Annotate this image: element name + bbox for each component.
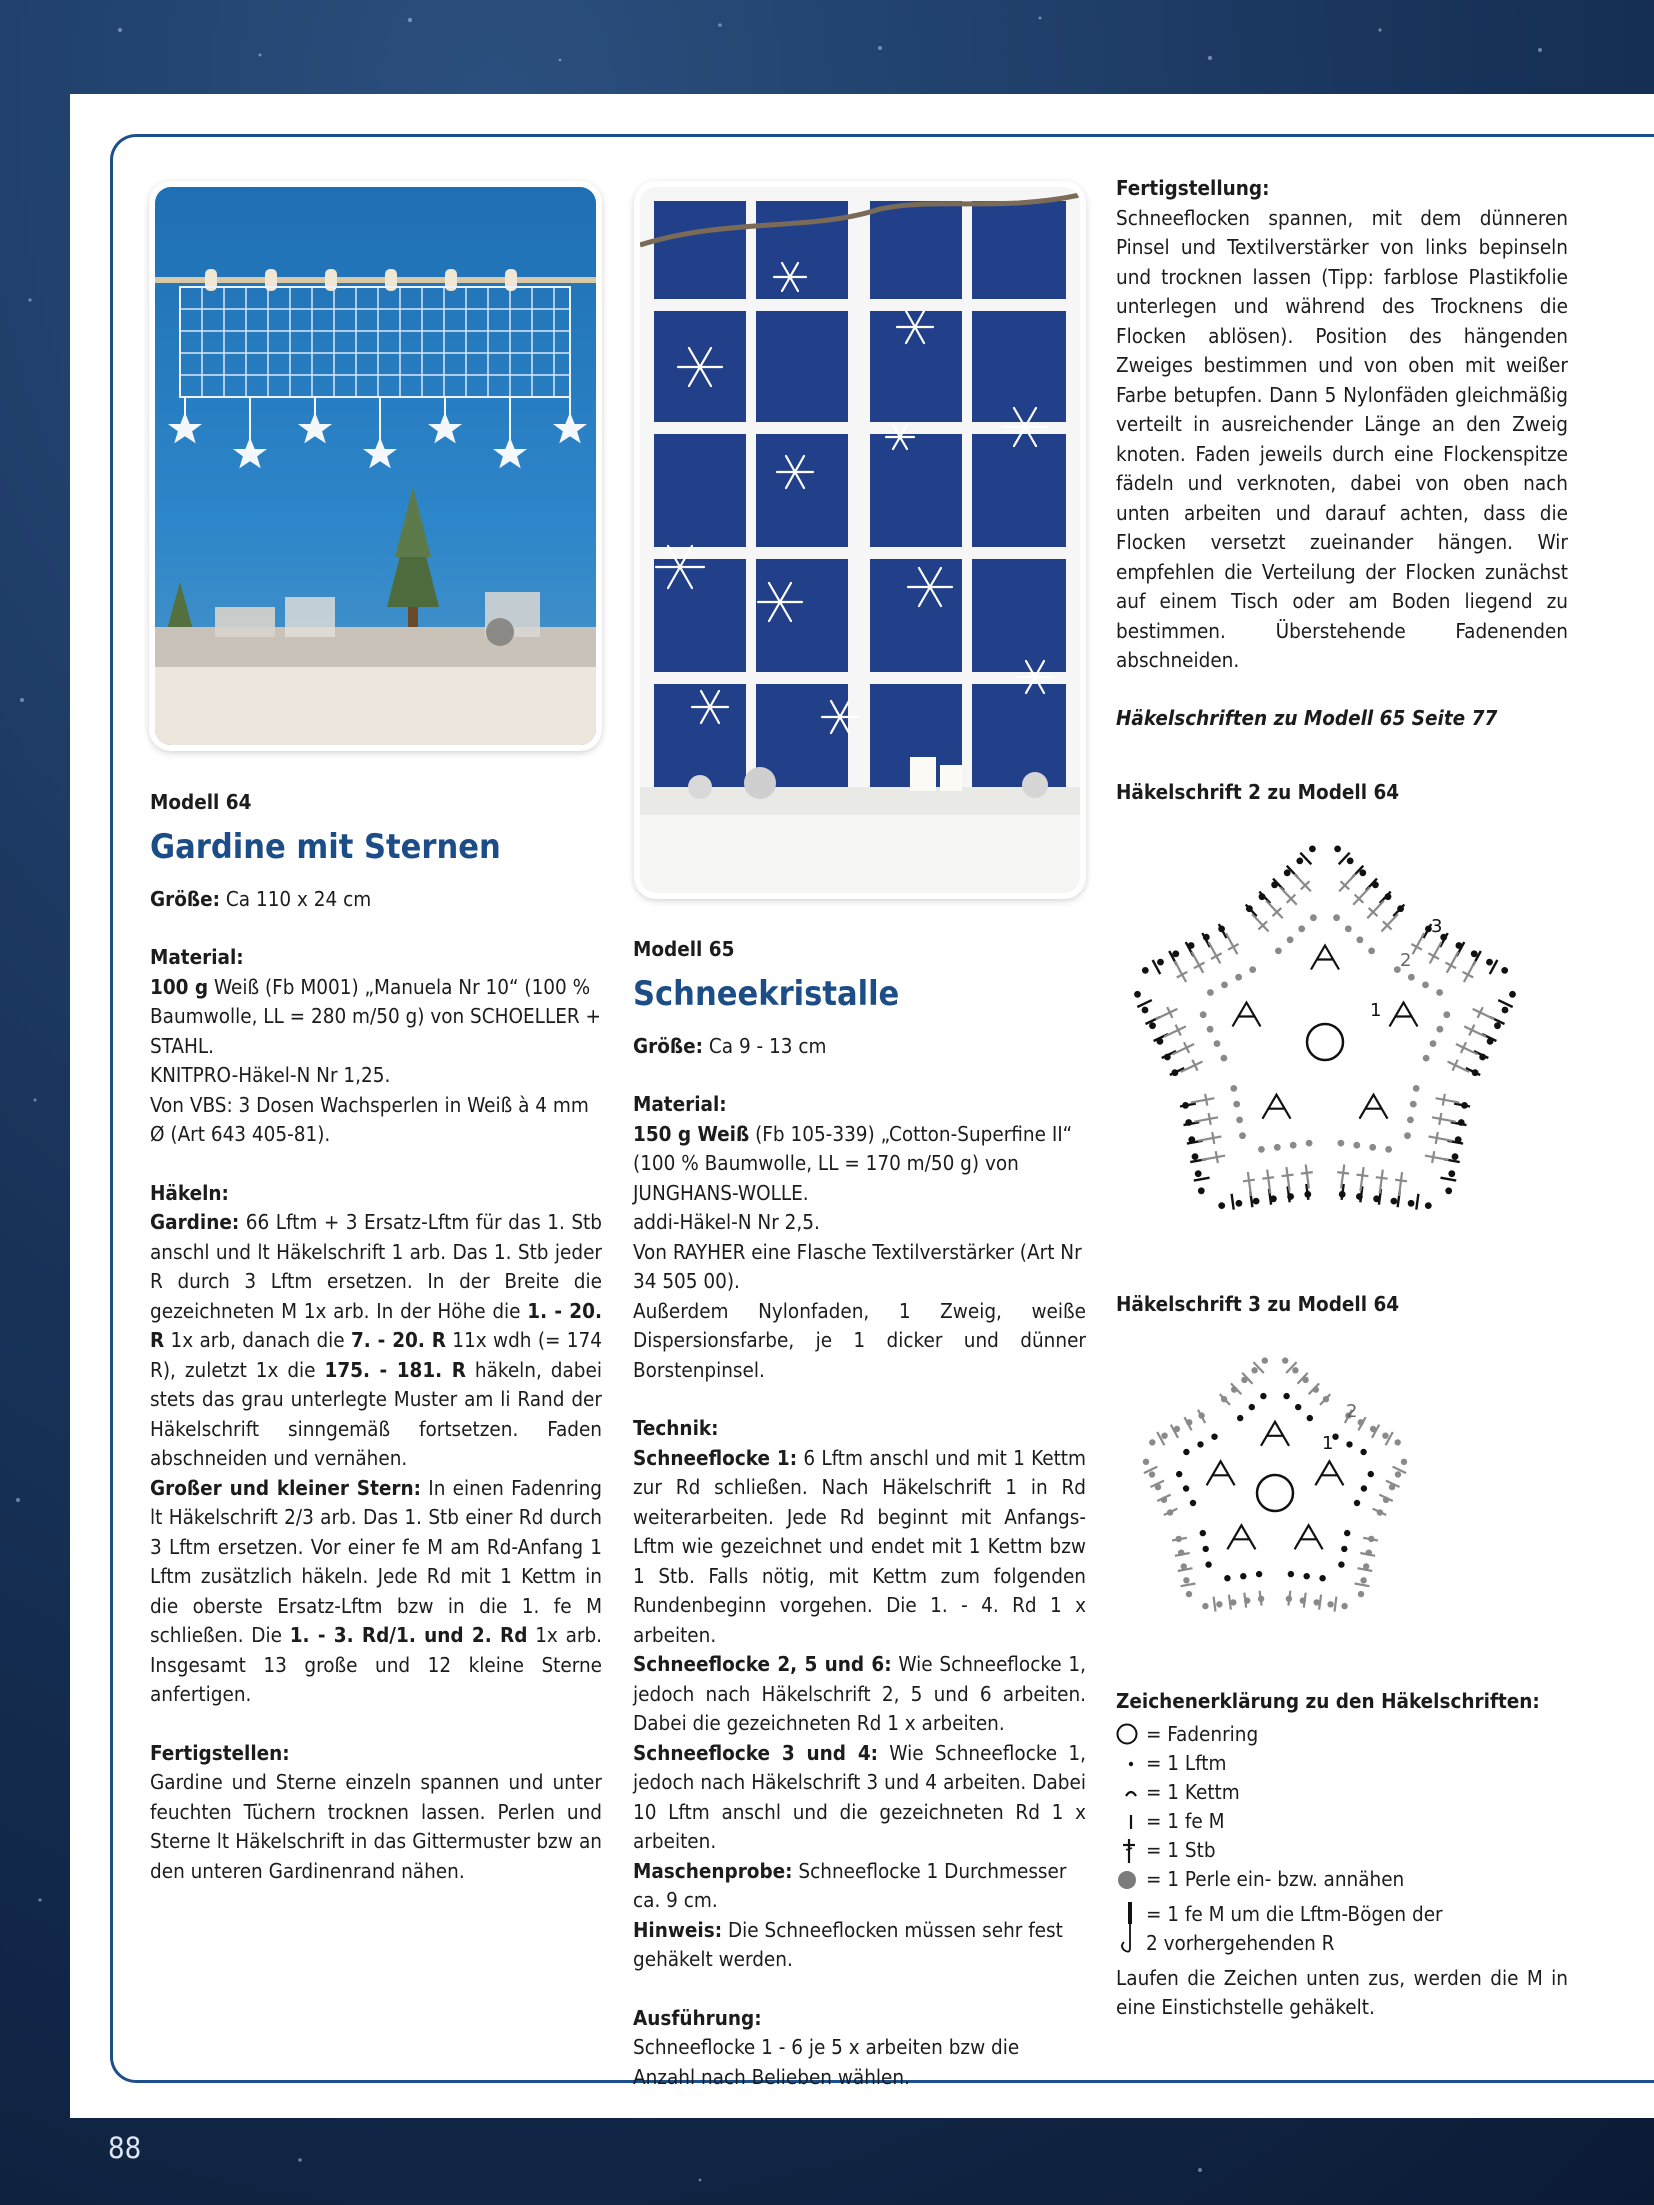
long-stitch-icon: [1116, 1900, 1142, 1958]
chain-stitch-mark: [1502, 1007, 1509, 1014]
stitch-crossbar-mark: [1357, 1175, 1369, 1177]
chain-stitch-mark: [1202, 1603, 1208, 1609]
curtain-photo: [155, 187, 596, 745]
chain-stitch-mark: [1310, 914, 1317, 921]
double-crochet-mark: [1226, 933, 1238, 954]
stitch-mark: [1360, 1553, 1375, 1556]
model-65-gauge: Maschenprobe: Schneeflocke 1 Durchmesser ca. 9 cm.: [633, 1858, 1067, 1912]
chain-stitch-mark: [1235, 974, 1242, 981]
chain-stitch-mark: [1391, 1198, 1398, 1205]
legend-row-double: = 1 Stb: [1116, 1836, 1568, 1865]
chain-stitch-mark: [1283, 1393, 1289, 1399]
chain-stitch-mark: [1368, 1471, 1374, 1477]
ring-icon: [1116, 1720, 1142, 1749]
model-65-execution-heading: Ausführung:: [633, 2005, 762, 2030]
legend-heading: Zeichenerklärung zu den Häkelschriften:: [1116, 1689, 1540, 1713]
legend-row-bead: = 1 Perle ein- bzw. annähen: [1116, 1865, 1568, 1894]
chain-stitch-mark: [1385, 1146, 1392, 1153]
double-crochet-mark: [1181, 1062, 1203, 1072]
chart-3-round-label-2: 2: [1346, 1401, 1358, 1422]
chain-stitch-mark: [1262, 1357, 1268, 1363]
finishing-heading: Fertigstellung:: [1116, 176, 1270, 200]
model-64-finish-heading: Fertigstellen:: [150, 1740, 290, 1765]
chain-stitch-mark: [1319, 1575, 1325, 1581]
center-cluster-mark: [1261, 1422, 1289, 1446]
stitch-crossbar-mark: [1216, 1151, 1218, 1163]
chain-stitch-mark: [1347, 858, 1354, 865]
magic-ring-symbol: [1257, 1475, 1293, 1511]
model-65-flake-3-4: Schneeflocke 3 und 4: Wie Schneeflocke 1, jedoch nach Häkelschrift 3 und 4 arbeiten. Dabei 10 Lftm anschl und die gezeichneten Rd 1 x arbeiten.: [633, 1740, 1086, 1853]
chain-stitch-mark: [1218, 1202, 1225, 1209]
chain-stitch-mark: [1197, 1441, 1203, 1447]
chain-stitch-mark: [1353, 1142, 1360, 1149]
chain-stitch-mark: [1249, 966, 1256, 973]
stitch-mark: [1355, 1584, 1370, 1587]
chain-stitch-mark: [1205, 1561, 1211, 1567]
legend-note: Laufen die Zeichen unten zus, werden die M in eine Einstichstelle gehäkelt.: [1116, 1965, 1568, 2019]
chain-stitch-mark: [1395, 1471, 1401, 1477]
chain-stitch-mark: [1149, 1471, 1155, 1477]
center-cluster-mark: [1207, 1461, 1235, 1485]
chain-stitch-mark: [1292, 1367, 1298, 1373]
double-crochet-mark: [1430, 942, 1442, 963]
chain-stitch-mark: [1408, 974, 1415, 981]
stitch-mark: [1175, 1553, 1190, 1556]
model-65-hook: addi-Häkel-N Nr 2,5.: [633, 1210, 820, 1234]
chart-2-round-label-1: 1: [1370, 1000, 1382, 1021]
chain-stitch-mark: [1360, 1577, 1366, 1583]
double-crochet-mark: [1425, 1156, 1449, 1160]
finishing-section: [1116, 174, 1568, 733]
chain-stitch-mark: [1358, 1591, 1364, 1597]
chain-stitch-mark: [1338, 1140, 1345, 1147]
stitch-mark: [1181, 1584, 1196, 1587]
chain-stitch-mark: [1327, 1601, 1333, 1607]
double-crochet-mark: [1413, 933, 1425, 954]
chain-stitch-mark: [1357, 936, 1364, 943]
chain-stitch-mark: [1404, 1132, 1411, 1139]
chain-stitch-mark: [1236, 1200, 1243, 1207]
chain-stitch-mark: [1407, 1117, 1414, 1124]
double-crochet-mark: [1432, 1117, 1456, 1121]
stitch-crossbar-mark: [1436, 1132, 1438, 1144]
stitch-crossbar-mark: [1243, 1180, 1255, 1182]
chain-stitch-mark: [1333, 914, 1340, 921]
chain-stitch-mark: [1183, 1577, 1189, 1583]
chain-stitch-mark: [1307, 1415, 1313, 1421]
chain-stitch-mark: [1395, 1439, 1401, 1445]
stitch-crossbar-mark: [1443, 1094, 1445, 1106]
double-crochet-mark: [1473, 1009, 1495, 1019]
center-cluster-mark: [1233, 1003, 1261, 1027]
chart-3-round-label-1: 1: [1322, 1433, 1334, 1454]
double-crochet-mark: [1380, 1170, 1383, 1194]
chain-stitch-mark: [1360, 1449, 1366, 1455]
chain-stitch-mark: [1425, 1202, 1432, 1209]
chain-stitch-mark: [1149, 1439, 1155, 1445]
model-64-column: [150, 788, 602, 1886]
chain-stitch-mark: [1436, 989, 1443, 996]
single-crochet-icon: [1116, 1807, 1142, 1836]
model-65-material: 150 g Weiß (Fb 105-339) „Cotton-Superfine II“ (100 % Baumwolle, LL = 170 m/50 g) von JUNGHANS-WOLLE.: [633, 1121, 1073, 1205]
double-crochet-mark: [1192, 952, 1204, 973]
chain-stitch-mark: [1233, 1101, 1240, 1108]
stitch-mark: [1229, 1595, 1231, 1610]
model-65-stiffener: Von RAYHER eine Flasche Textilverstärker (Art Nr 34 505 00).: [633, 1239, 1082, 1293]
chain-stitch-mark: [1161, 1433, 1167, 1439]
chain-stitch-mark: [1443, 1011, 1450, 1018]
stitch-mark: [1358, 1568, 1373, 1571]
model-65-extras: Außerdem Nylonfaden, 1 Zweig, weiße Dispersionsfarbe, je 1 dicker und dünner Borstenpinsel.: [633, 1298, 1086, 1382]
chain-stitch-mark: [1190, 1500, 1196, 1506]
chain-stitch-mark: [1295, 1404, 1301, 1410]
chain-stitch-mark: [1452, 1153, 1459, 1160]
chart-3-title: Häkelschrift 3 zu Modell 64: [1116, 1292, 1400, 1316]
chain-stitch-mark: [1149, 1022, 1156, 1029]
stitch-crossbar-mark: [1376, 1177, 1388, 1179]
double-crochet-mark: [1464, 1026, 1486, 1036]
stitch-mark: [1363, 1538, 1378, 1541]
chain-stitch-mark: [1282, 1357, 1288, 1363]
stitch-crossbar-mark: [1282, 1175, 1294, 1177]
double-crochet-mark: [1191, 1098, 1215, 1102]
stitch-mark: [1498, 1000, 1513, 1007]
chain-stitch-mark: [1341, 1546, 1347, 1552]
chain-stitch-mark: [1494, 1022, 1501, 1029]
chain-stitch-mark: [1401, 1459, 1407, 1465]
double-crochet-mark: [1436, 1098, 1460, 1102]
chain-stitch-mark: [1423, 1055, 1430, 1062]
stitch-mark: [1178, 1568, 1193, 1571]
chain-stitch-mark: [1142, 1007, 1149, 1014]
chain-stitch-mark: [1186, 1591, 1192, 1597]
model-65-title: Schneekristalle: [633, 973, 900, 1014]
chain-stitch-mark: [1192, 1153, 1199, 1160]
stitch-mark: [1244, 1593, 1246, 1608]
chain-stitch-mark: [1408, 1200, 1415, 1207]
chain-stitch-mark: [1142, 967, 1149, 974]
center-cluster-mark: [1390, 1003, 1418, 1027]
stitch-crossbar-mark: [1205, 1094, 1207, 1106]
chain-stitch-mark: [1207, 989, 1214, 996]
chain-stitch-mark: [1236, 1117, 1243, 1124]
stitch-mark: [1172, 1538, 1187, 1541]
chain-stitch-mark: [1224, 1575, 1230, 1581]
chain-stitch-mark: [1345, 925, 1352, 932]
chain-stitch-mark: [1298, 925, 1305, 932]
chain-stitch-mark: [1239, 1132, 1246, 1139]
chain-stitch-mark: [1296, 858, 1303, 865]
stitch-mark: [1288, 1591, 1290, 1606]
stitch-mark: [1194, 1178, 1210, 1181]
chain-stitch-mark: [1253, 1198, 1260, 1205]
double-crochet-mark: [1175, 961, 1186, 982]
model-65-execution-text: Schneeflocke 1 - 6 je 5 x arbeiten bzw die Anzahl nach Belieben wählen.: [633, 2035, 1020, 2089]
double-crochet-mark: [1447, 952, 1459, 973]
chain-stitch-mark: [1304, 1573, 1310, 1579]
model-64-beads: Von VBS: 3 Dosen Wachsperlen in Weiß à 4 mm Ø (Art 643 405-81).: [150, 1092, 589, 1146]
chain-stitch-mark: [1195, 1170, 1202, 1177]
double-crochet-mark: [1267, 1170, 1270, 1194]
stitch-mark: [1416, 1194, 1418, 1210]
chain-stitch-mark: [1251, 1367, 1257, 1373]
chain-stitch-mark: [1200, 1530, 1206, 1536]
stitch-crossbar-mark: [1432, 1151, 1434, 1163]
model-65-flake-2-5-6: Schneeflocke 2, 5 und 6: Wie Schneeflocke 1, jedoch nach Häkelschrift 2, 5 und 6 arbeiten. Dabei die gezeichneten Rd 1 x arbeiten.: [633, 1652, 1086, 1735]
chain-stitch-mark: [1309, 846, 1316, 853]
chain-stitch-mark: [1240, 1573, 1246, 1579]
chart-3-stitches: [1143, 1357, 1407, 1611]
double-crochet-mark: [1399, 1172, 1402, 1196]
crochet-chart-3: [1110, 1335, 1570, 1635]
chain-stitch-mark: [1134, 991, 1141, 998]
model-65-label: Modell 65: [633, 937, 735, 961]
stitch-crossbar-mark: [1262, 1177, 1274, 1179]
model-65-column: [633, 935, 1086, 2092]
chain-stitch-mark: [1230, 1085, 1237, 1092]
magic-ring-symbol: [1307, 1024, 1343, 1060]
center-cluster-mark: [1360, 1095, 1388, 1119]
chain-stitch-mark: [1275, 948, 1282, 955]
chain-stitch-mark: [1176, 1471, 1182, 1477]
model-64-title: Gardine mit Sternen: [150, 826, 501, 867]
chain-stitch-mark: [1200, 1011, 1207, 1018]
stitch-mark: [1137, 1000, 1152, 1007]
chart-2-round-label-3: 3: [1431, 916, 1443, 937]
chain-stitch-mark: [1445, 1187, 1452, 1194]
model-64-hook: KNITPRO-Häkel-N Nr 1,25.: [150, 1063, 391, 1087]
double-crochet-mark: [1198, 1136, 1222, 1140]
chain-stitch-mark: [1306, 1140, 1313, 1147]
center-cluster-mark: [1227, 1525, 1255, 1549]
double-crochet-mark: [1164, 1026, 1186, 1036]
stitch-mark: [1335, 1597, 1337, 1612]
chart-reference: Häkelschriften zu Modell 65 Seite 77: [1116, 705, 1498, 730]
chain-stitch-mark: [1448, 1170, 1455, 1177]
crochet-chart-2: [1110, 820, 1570, 1240]
stitch-mark: [1319, 1595, 1321, 1610]
model-64-size: Größe: Ca 110 x 24 cm: [150, 886, 372, 911]
center-cluster-mark: [1295, 1525, 1323, 1549]
legend: [1116, 1687, 1568, 2023]
stitch-mark: [1214, 1597, 1216, 1612]
chain-stitch-mark: [1237, 1415, 1243, 1421]
double-crochet-mark: [1194, 1117, 1218, 1121]
chain-stitch-mark: [1368, 948, 1375, 955]
stitch-crossbar-mark: [1337, 1172, 1349, 1174]
stitch-mark: [1180, 1104, 1196, 1107]
page-number: 88: [108, 2131, 142, 2165]
chain-stitch-mark: [1430, 1040, 1437, 1047]
chain-stitch-mark: [1410, 1101, 1417, 1108]
center-cluster-mark: [1311, 946, 1339, 970]
double-crochet-mark: [1173, 1044, 1195, 1054]
double-crochet-mark: [1464, 961, 1475, 982]
legend-row-ring: = Fadenring: [1116, 1720, 1568, 1749]
center-cluster-mark: [1315, 1461, 1343, 1485]
center-cluster-mark: [1263, 1095, 1291, 1119]
model-64-crochet-heading: Häkeln:: [150, 1180, 229, 1205]
chain-stitch-mark: [1258, 1146, 1265, 1153]
chain-stitch-mark: [1471, 950, 1478, 957]
chain-stitch-mark: [1214, 1040, 1221, 1047]
chart-2-stitches: [1134, 846, 1516, 1210]
chain-stitch-mark: [1256, 1571, 1262, 1577]
stitch-crossbar-mark: [1212, 1132, 1214, 1144]
model-65-flake-1: Schneeflocke 1: 6 Lftm anschl und mit 1 Kettm zur Rd schließen. Nach Häkelschrift 1 in Rd weiterarbeiten. Jede Rd beginnt mit Anfangs-Lftm wie gezeichnet und endet mit 1 Kettm bzw 1 Stb. Falls nötig, mit Kettm zum folgenden Rundenbeginn vorgehen. Die 1. - 4. Rd 1 x arbeiten.: [633, 1445, 1086, 1647]
chain-stitch-mark: [1183, 1485, 1189, 1491]
stitch-crossbar-mark: [1301, 1172, 1313, 1174]
chain-stitch-mark: [1437, 1026, 1444, 1033]
chain-stitch-mark: [1157, 959, 1164, 966]
chain-stitch-mark: [1341, 1603, 1347, 1609]
chain-stitch-mark: [1211, 1434, 1217, 1440]
legend-row-long: = 1 fe M um die Lftm-Bögen der 2 vorhergehenden R: [1116, 1900, 1568, 1958]
chain-stitch-mark: [1172, 950, 1179, 957]
chain-stitch-mark: [1287, 936, 1294, 943]
stitch-crossbar-mark: [1209, 1113, 1211, 1125]
model-65-size: Größe: Ca 9 - 13 cm: [633, 1033, 827, 1058]
legend-row-slip: = 1 Kettm: [1116, 1778, 1568, 1807]
chain-stitch-mark: [1501, 967, 1508, 974]
model-64-material: 100 g Weiß (Fb M001) „Manuela Nr 10“ (100 % Baumwolle, LL = 280 m/50 g) von SCHOELLER + STAHL.: [150, 974, 601, 1058]
chain-stitch-mark: [1221, 1055, 1228, 1062]
model-64-finish-text: Gardine und Sterne einzeln spannen und unter feuchten Tüchern trocknen lassen. Perlen und Sterne lt Häkelschrift in das Gittermuster bzw an den unteren Gardinenrand nähen.: [150, 1770, 602, 1883]
legend-row-single: = 1 fe M: [1116, 1807, 1568, 1836]
double-crochet-mark: [1456, 1044, 1478, 1054]
double-crochet-mark: [1248, 1172, 1251, 1196]
chain-stitch-mark: [1413, 1085, 1420, 1092]
stitch-mark: [1232, 1194, 1234, 1210]
model-64-material-heading: Material:: [150, 945, 244, 969]
double-crochet-mark: [1209, 942, 1221, 963]
chart-2-title: Häkelschrift 2 zu Modell 64: [1116, 780, 1400, 804]
stitch-mark: [1454, 1104, 1470, 1107]
double-crochet-mark: [1448, 1062, 1470, 1072]
chain-stitch-mark: [1207, 1026, 1214, 1033]
chain-stitch-mark: [1221, 982, 1228, 989]
chain-stitch-mark: [1216, 1601, 1222, 1607]
model-65-technique-heading: Technik:: [633, 1416, 719, 1440]
legend-row-chain: = 1 Lftm: [1116, 1749, 1568, 1778]
double-crochet-mark: [1202, 1156, 1226, 1160]
chain-stitch-mark: [1354, 1500, 1360, 1506]
model-64-label: Modell 64: [150, 790, 252, 814]
chain-stitch-mark: [1369, 1144, 1376, 1151]
finishing-text: Schneeflocken spannen, mit dem dünneren Pinsel und Textilverstärker von links bepinseln und trocknen lassen (Tipp: farblose Plastikfolie unterlegen und während des Trocknens die Flocken ablösen). Position des hängenden Zweiges bestimmen und von oben mit weißer Farbe betupfen. Dann 5 Nylonfäden gleichmäßig verteilt in ausreichender Länge an den Zweig knoten. Faden jeweils durch eine Flockenspitze fädeln und verknoten, dabei von oben nach unten arbeiten und darauf achten, dass die Flocken versetzt zueinander hängen. Wir empfehlen die Verteilung der Flocken zunächst auf einem Tisch oder am Boden liegend zu bestimmen. Überstehende Fadenenden abschneiden.: [1116, 205, 1568, 672]
chain-icon: [1116, 1749, 1142, 1778]
stitch-mark: [1441, 1178, 1457, 1181]
chain-stitch-mark: [1509, 991, 1516, 998]
chain-stitch-mark: [1260, 1393, 1266, 1399]
double-crochet-mark: [1156, 1009, 1178, 1019]
window-snowflakes-photo: [640, 187, 1080, 893]
double-crochet-mark: [1429, 1136, 1453, 1140]
stitch-crossbar-mark: [1395, 1180, 1407, 1182]
chain-stitch-mark: [1274, 1144, 1281, 1151]
chain-stitch-mark: [1361, 1485, 1367, 1491]
chain-stitch-mark: [1198, 1187, 1205, 1194]
chain-stitch-mark: [1290, 1142, 1297, 1149]
chain-stitch-mark: [1344, 1530, 1350, 1536]
chain-stitch-mark: [1143, 1459, 1149, 1465]
stitch-crossbar-mark: [1439, 1113, 1441, 1125]
chart-2-round-label-2: 2: [1400, 950, 1412, 971]
chain-stitch-mark: [1288, 1571, 1294, 1577]
stitch-mark: [1304, 1593, 1306, 1608]
slip-stitch-icon: [1116, 1778, 1142, 1807]
chain-stitch-mark: [1183, 1449, 1189, 1455]
stitch-mark: [1260, 1591, 1262, 1606]
model-65-material-heading: Material:: [633, 1092, 727, 1116]
chain-stitch-mark: [1203, 1546, 1209, 1552]
model-65-note: Hinweis: Die Schneeflocken müssen sehr fest gehäkelt werden.: [633, 1917, 1063, 1971]
double-crochet-icon: [1116, 1836, 1142, 1865]
chain-stitch-mark: [1334, 846, 1341, 853]
chain-stitch-mark: [1422, 982, 1429, 989]
bead-icon: [1116, 1865, 1142, 1894]
model-64-star-instructions: Großer und kleiner Stern: In einen Fadenring lt Häkelschrift 2/3 arb. Das 1. Stb einer Rd durch 3 Lftm ersetzen. Vor einer fe M am Rd-Anfang 1 Lftm zusätzlich häkeln. Jede Rd mit 1 Kettm in die oberste Ersatz-Lftm bzw in die 1. fe M schließen. Die 1. - 3. Rd/1. und 2. Rd 1x arb. Insgesamt 13 große und 12 kleine Sterne anfertigen.: [150, 1475, 603, 1706]
chain-stitch-mark: [1486, 959, 1493, 966]
model-64-gardine-instructions: Gardine: 66 Lftm + 3 Ersatz-Lftm für das 1. Stb anschl und lt Häkelschrift 1 arb. Das 1. Stb jeder R durch 3 Lftm ersetzen. In der Breite die gezeichneten M 1x arb. In der Höhe die 1. - 20. R 1x arb, danach die 7. - 20. R 11x wdh (= 174 R), zuletzt 1x die 175. - 181. R häkeln, dabei stets das grau unterlegte Muster am li Rand der Häkelschrift sinngemäß fortsetzen. Faden abschneiden und vernähen.: [150, 1210, 602, 1470]
chain-stitch-mark: [1382, 1433, 1388, 1439]
chain-stitch-mark: [1346, 1441, 1352, 1447]
chain-stitch-mark: [1338, 1561, 1344, 1567]
chain-stitch-mark: [1249, 1404, 1255, 1410]
